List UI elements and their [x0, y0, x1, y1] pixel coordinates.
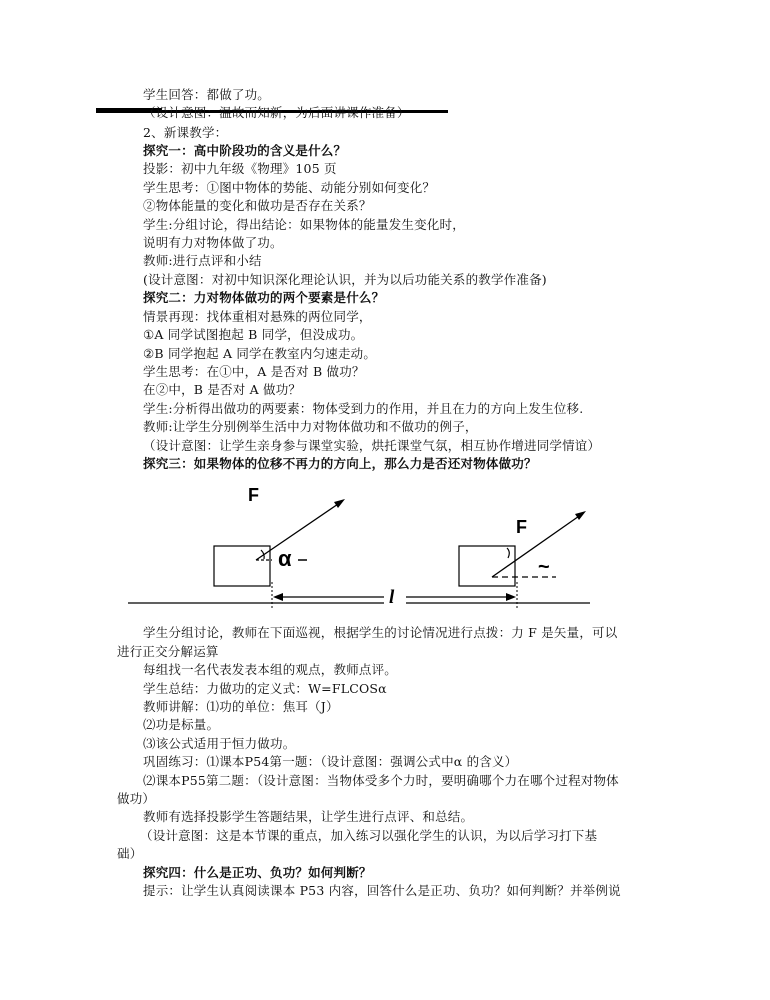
- text-line: 巩固练习：⑴课本P54第一题：（设计意图：强调公式中α 的含义）: [143, 754, 518, 769]
- design-note: （设计意图：这是本节课的重点，加入练习以强化学生的认识，为以后学习打下基: [140, 828, 598, 843]
- text-line: 提示：让学生认真阅读课本 P53 内容，回答什么是正功、负功？如何判断？并举例说: [143, 883, 621, 898]
- design-note: (设计意图：对初中知识深化理论认识，并为以后功能关系的教学作准备): [143, 272, 547, 287]
- arrowhead-left: [334, 499, 345, 508]
- text-line: 投影：初中九年级《物理》105 页: [143, 161, 337, 176]
- text-line: ②物体能量的变化和做功是否存在关系？: [143, 198, 372, 213]
- block-left: [214, 546, 270, 586]
- text-line: 教师:让学生分别例举生活中力对物体做功和不做功的例子，: [143, 419, 478, 434]
- text-line: 教师讲解：⑴功的单位：焦耳（J）: [143, 699, 339, 714]
- force-label-right: F: [516, 517, 527, 537]
- text-line: 学生:分组讨论，得出结论：如果物体的能量发生变化时，: [143, 217, 465, 232]
- text-line: 做功）: [117, 791, 156, 806]
- angle-label-left: α: [278, 546, 292, 571]
- text-line: ②B 同学抱起 A 同学在教室内匀速走动。: [143, 346, 377, 361]
- angle-arc-right: [507, 548, 509, 558]
- displacement-label: l: [389, 587, 395, 608]
- inquiry-heading-3: 探究三：如果物体的位移不再力的方向上，那么力是否还对物体做功？: [143, 456, 537, 471]
- text-line: ⑵课本P55第二题：（设计意图：当物体受多个力时，要明确哪个力在哪个过程对物体: [143, 773, 619, 788]
- inquiry-heading-4: 探究四：什么是正功、负功？如何判断？: [143, 865, 372, 880]
- text-line: ①A 同学试图抱起 B 同学，但没成功。: [143, 327, 364, 342]
- arrowhead-right: [575, 511, 586, 520]
- text-line: 础）: [117, 846, 143, 861]
- text-line: 教师有选择投影学生答题结果，让学生进行点评、和总结。: [143, 809, 474, 824]
- inquiry-heading-1: 探究一：高中阶段功的含义是什么？: [143, 143, 347, 158]
- section-heading: 2、新课教学：: [143, 125, 228, 140]
- angle-label-right: ~: [538, 556, 550, 578]
- text-line: 情景再现：找体重相对悬殊的两位同学，: [143, 309, 372, 324]
- text-line: 学生思考：在①中，A 是否对 B 做功？: [143, 364, 365, 379]
- text-line: 说明有力对物体做了功。: [143, 235, 283, 250]
- text-line: 学生:分析得出做功的两要素：物体受到力的作用，并且在力的方向上发生位移.: [143, 401, 584, 416]
- text-line: 学生分组讨论，教师在下面巡视，根据学生的讨论情况进行点拨：力 F 是矢量，可以: [143, 625, 618, 640]
- force-label-left: F: [248, 485, 259, 505]
- angle-arc-left: [261, 550, 264, 559]
- text-line: ⑵功是标量。: [143, 717, 220, 732]
- text-line: 进行正交分解运算: [117, 644, 219, 659]
- force-vector-left: [256, 502, 341, 560]
- text-line: 在②中，B 是否对 A 做功？: [143, 382, 302, 397]
- inquiry-heading-2: 探究二：力对物体做功的两个要素是什么？: [143, 290, 385, 305]
- text-line: 教师:进行点评和小结: [143, 253, 262, 268]
- design-note: （设计意图：让学生亲身参与课堂实验，烘托课堂气氛，相互协作增进同学情谊）: [143, 438, 601, 453]
- text-line: 学生思考：①图中物体的势能、动能分别如何变化？: [143, 180, 436, 195]
- design-note: （设计意图：温故而知新，为后面讲课作准备）: [143, 105, 410, 120]
- formula-line: 学生总结：力做功的定义式：W=FLCOSα: [143, 681, 387, 696]
- text-line: 每组找一名代表发表本组的观点，教师点评。: [143, 662, 398, 677]
- text-line: 学生回答：都做了功。: [143, 87, 271, 102]
- text-line: ⑶该公式适用于恒力做功。: [143, 736, 296, 751]
